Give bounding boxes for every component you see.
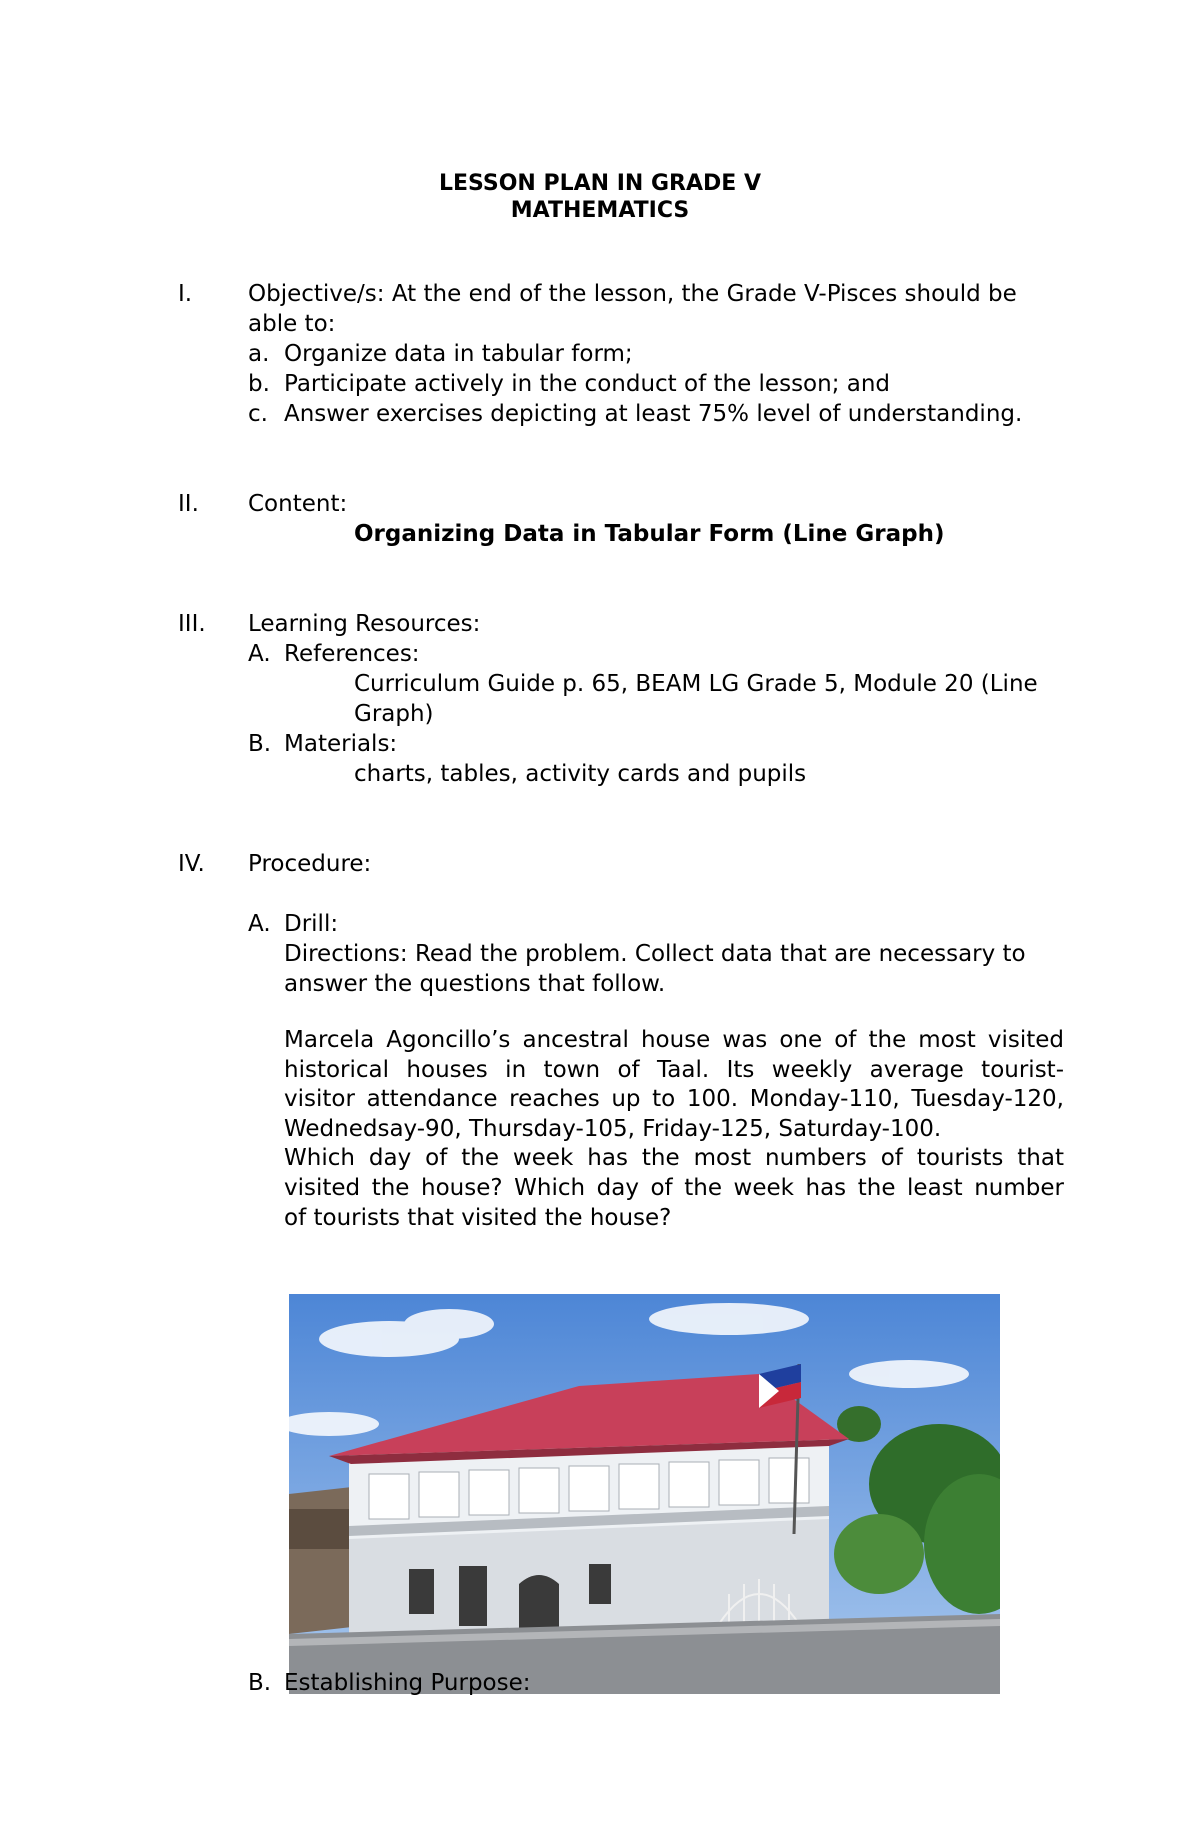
procedure-label: Procedure: [248,851,372,877]
problem-line: visited the house? Which day of the week has the least number [284,1174,1064,1201]
problem-line: historical houses in town of Taal. Its weekly average tourist- [284,1056,1064,1083]
ancestral-house-photo [289,1294,1000,1694]
section-numeral-objectives: I. [178,281,193,307]
directions-line-2: answer the questions that follow. [284,971,666,997]
problem-line: Wednedsay-90, Thursday-105, Friday-125, Saturday-100. [284,1115,942,1142]
purpose-label: Establishing Purpose: [284,1670,531,1696]
materials-marker: B. [248,731,272,757]
directions-line-1: Directions: Read the problem. Collect data that are necessary to [284,941,1026,967]
section-numeral-procedure: IV. [178,851,205,877]
drill-problem-paragraph [284,1026,1064,1233]
materials-text: charts, tables, activity cards and pupils [354,761,807,787]
section-numeral-resources: III. [178,611,206,637]
problem-line: of tourists that visited the house? [284,1204,672,1231]
content-label: Content: [248,491,348,517]
objectives-text-line-1: Objective/s: At the end of the lesson, the Grade V-Pisces should be [248,281,1017,307]
resources-label: Learning Resources: [248,611,481,637]
drill-marker: A. [248,911,271,937]
problem-line: Marcela Agoncillo’s ancestral house was one of the most visited [284,1027,1064,1053]
section-numeral-content: II. [178,491,199,517]
materials-label: Materials: [284,731,398,757]
content-topic: Organizing Data in Tabular Form (Line Graph) [354,521,945,547]
references-text-line-1: Curriculum Guide p. 65, BEAM LG Grade 5, Module 20 (Line [354,671,1038,697]
title-line-2: MATHEMATICS [510,198,690,223]
references-marker: A. [248,641,271,667]
objective-marker: b. [248,371,270,397]
objective-marker: c. [248,401,268,427]
drill-label: Drill: [284,911,339,937]
references-text-line-2: Graph) [354,701,434,727]
objective-marker: a. [248,341,270,367]
problem-line: visitor attendance reaches up to 100. Monday-110, Tuesday-120, [284,1086,1064,1113]
title-line-1: LESSON PLAN IN GRADE V [438,171,762,196]
references-label: References: [284,641,420,667]
problem-line: Which day of the week has the most numbers of tourists that [284,1145,1064,1172]
objective-item: Organize data in tabular form; [284,341,633,367]
objectives-text-line-2: able to: [248,311,336,337]
objective-item: Participate actively in the conduct of the lesson; and [284,371,891,397]
purpose-marker: B. [248,1670,272,1696]
objective-item: Answer exercises depicting at least 75% level of understanding. [284,401,1023,427]
